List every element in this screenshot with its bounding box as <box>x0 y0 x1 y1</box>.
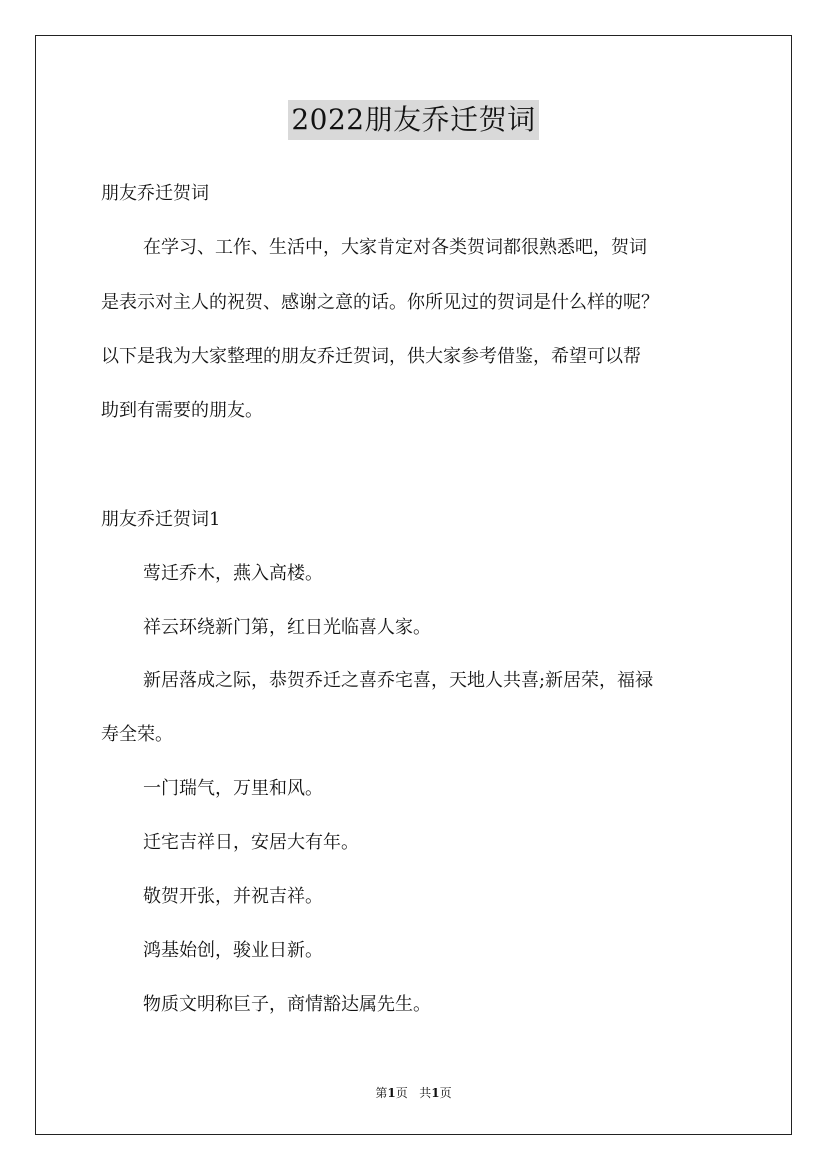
title-container <box>0 100 827 140</box>
total-prefix: 共 <box>419 1086 432 1100</box>
total-pages: 1 <box>431 1086 440 1100</box>
intro-line: 在学习、工作、生活中，大家肯定对各类贺词都很熟悉吧，贺词 <box>143 237 647 258</box>
page-number: 1 <box>387 1086 396 1100</box>
greeting-line: 物质文明称巨子，商情豁达属先生。 <box>143 994 431 1015</box>
greeting-line: 一门瑞气，万里和风。 <box>143 778 323 799</box>
intro-line: 是表示对主人的祝贺、感谢之意的话。你所见过的贺词是什么样的呢？ <box>101 292 659 313</box>
page-footer <box>0 1085 827 1101</box>
subtitle: 朋友乔迁贺词 <box>101 183 209 204</box>
greeting-line: 莺迁乔木，燕入高楼。 <box>143 563 323 584</box>
greeting-line: 新居落成之际，恭贺乔迁之喜乔宅喜，天地人共喜;新居荣，福禄 <box>143 670 654 691</box>
greeting-line: 祥云环绕新门第，红日光临喜人家。 <box>143 617 431 638</box>
intro-line: 以下是我为大家整理的朋友乔迁贺词，供大家参考借鉴，希望可以帮 <box>101 346 641 367</box>
document-title: 2022朋友乔迁贺词 <box>288 100 538 140</box>
page-prefix: 第 <box>375 1086 388 1100</box>
section-heading: 朋友乔迁贺词1 <box>101 509 221 530</box>
greeting-line: 寿全荣。 <box>101 724 173 745</box>
greeting-line: 鸿基始创，骏业日新。 <box>143 940 323 961</box>
intro-line: 助到有需要的朋友。 <box>101 400 263 421</box>
page-suffix: 页 <box>395 1086 408 1100</box>
total-suffix: 页 <box>439 1086 452 1100</box>
greeting-line: 迁宅吉祥日，安居大有年。 <box>143 832 359 853</box>
greeting-line: 敬贺开张，并祝吉祥。 <box>143 886 323 907</box>
